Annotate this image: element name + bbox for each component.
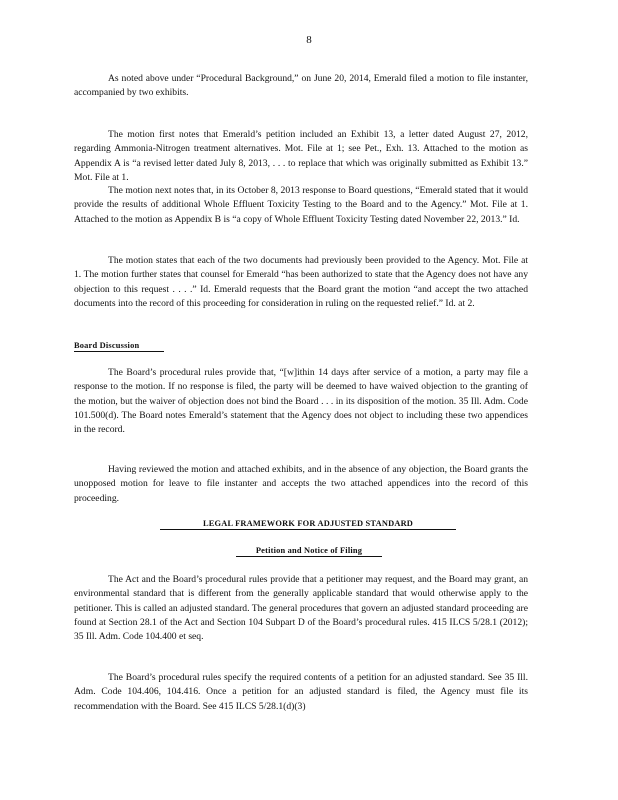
heading-petition-notice: Petition and Notice of Filing — [236, 546, 382, 557]
paragraph-procedural-rules — [74, 366, 528, 437]
paragraph-text: The motion next notes that, in its October 8, 2013 response to Board questions, “Emerald stated that it would provide the results of additional Whole Effluent Toxicity Testing to the Board and to the Agency.” Mot. File at 1. Attached to the motion as Appendix B is “a copy of Whole Effluent Toxicity Testing dated November 22, 2013.” Id. — [74, 185, 528, 225]
paragraph-text: As noted above under “Procedural Background,” on June 20, 2014, Emerald filed a motion to file instanter, accompanied by two exhibits. — [74, 73, 528, 99]
page-number: 8 — [306, 34, 312, 46]
paragraph-motion-states — [74, 254, 528, 311]
paragraph-exhibit-13 — [74, 128, 528, 185]
paragraph-text: Having reviewed the motion and attached exhibits, and in the absence of any objection, the Board grants the unopposed motion for leave to file instanter and accepts the two attached appendices into the record of this proceeding. — [74, 464, 528, 504]
paragraph-text: The Board’s procedural rules provide that, “[w]ithin 14 days after service of a motion, a party may file a response to the motion. If no response is filed, the party will be deemed to have waived objection to the granting of the motion, but the waiver of objection does not bind the Board . . . in its disposition of the motion. 35 Ill. Adm. Code 101.500(d). The Board notes Emerald’s statement that the Agency does not object to including these two appendices in the record. — [74, 367, 528, 436]
paragraph-text: The motion states that each of the two documents had previously been provided to the Agency. Mot. File at 1. The motion further states that counsel for Emerald “has been authorized to state that the Agency does not have any objection to this request . . . .” Id. Emerald requests that the Board grant the motion “and accept the two attached documents into the record of this proceeding for consideration in ruling on the requested relief.” Id. at 2. — [74, 255, 528, 309]
paragraph-act-rules — [74, 573, 528, 644]
paragraph-grant-motion — [74, 463, 528, 506]
paragraph-text: The Board’s procedural rules specify the required contents of a petition for an adjusted standard. See 35 Ill. Adm. Code 104.406, 104.416. Once a petition for an adjusted standard is filed, the Agency must file its recommendation with the Board. See 415 ILCS 5/28.1(d)(3) — [74, 672, 528, 712]
paragraph-text: The motion first notes that Emerald’s petition included an Exhibit 13, a letter dated August 27, 2012, regarding Ammonia-Nitrogen treatment alternatives. Mot. File at 1; see Pet., Exh. 13. Attached to the motion as Appendix A is “a revised letter dated July 8, 2013, . . . to replace that which was originally submitted as Exhibit 13.” Mot. File at 1. — [74, 129, 528, 183]
heading-legal-framework: LEGAL FRAMEWORK FOR ADJUSTED STANDARD — [160, 519, 456, 530]
paragraph-wet-testing — [74, 184, 528, 227]
paragraph-procedural-background — [74, 72, 528, 101]
paragraph-required-contents — [74, 671, 528, 714]
paragraph-text: The Act and the Board’s procedural rules provide that a petitioner may request, and the Board may grant, an environmental standard that is different from the generally applicable standard that would otherwise apply to the petitioner. This is called an adjusted standard. The general procedures that govern an adjusted standard proceeding are found at Section 28.1 of the Act and Section 104 Subpart D of the Board’s procedural rules. 415 ILCS 5/28.1 (2012); 35 Ill. Adm. Code 104.400 et seq. — [74, 574, 528, 643]
heading-board-discussion: Board Discussion — [74, 341, 164, 352]
